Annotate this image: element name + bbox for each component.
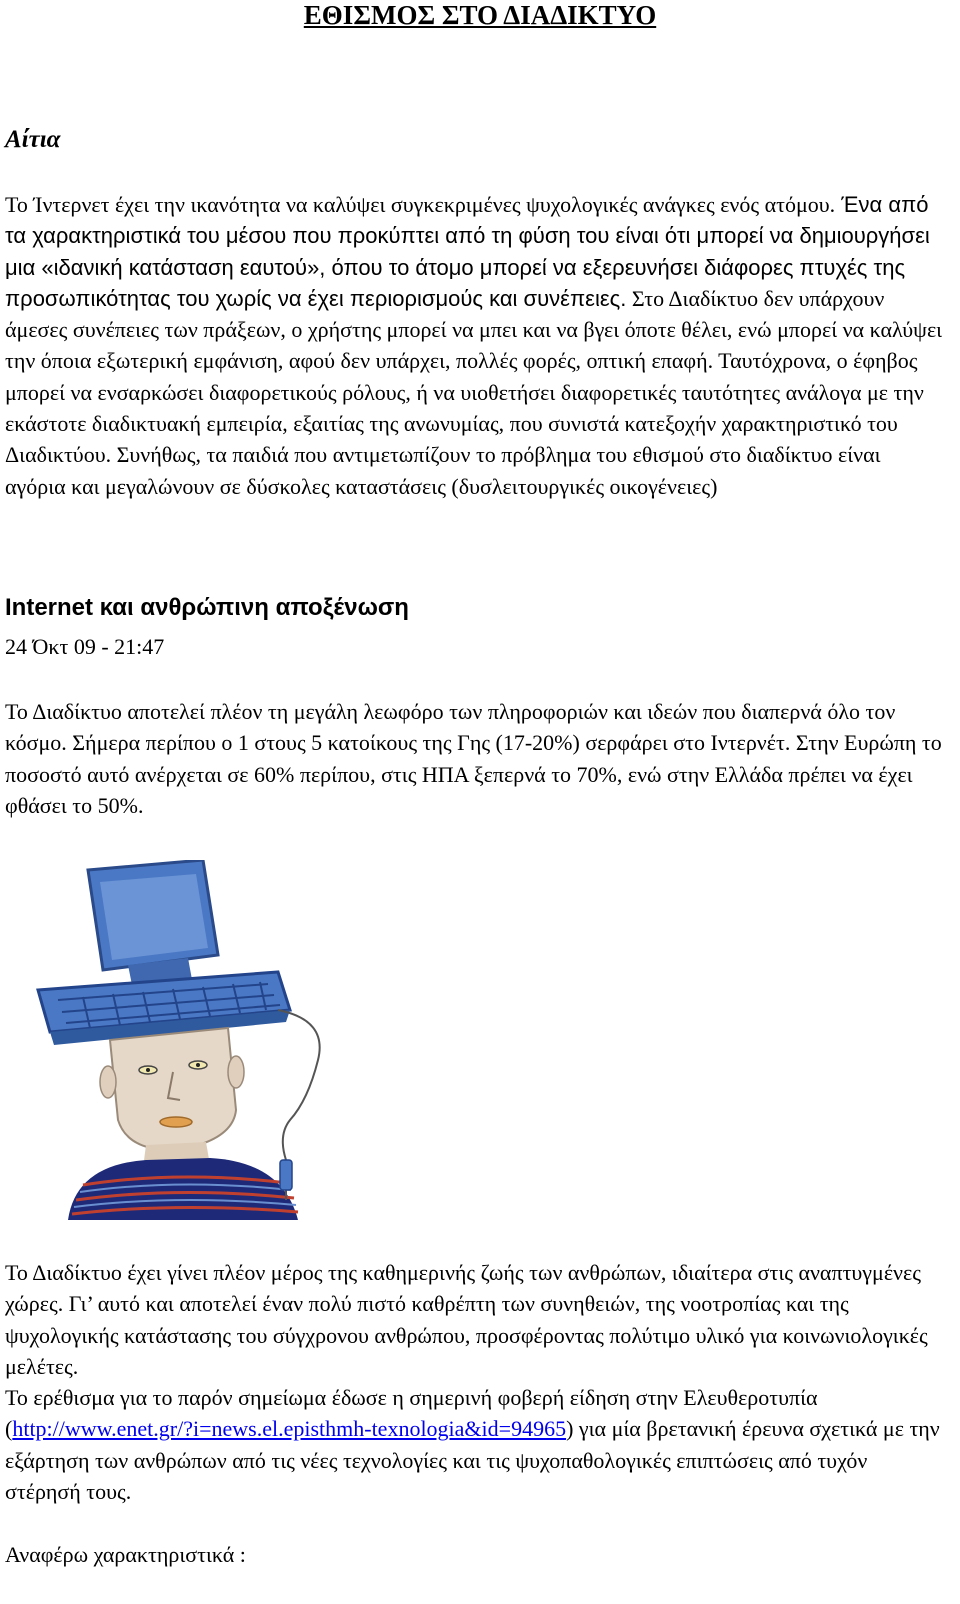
face	[110, 1028, 236, 1150]
causes-paragraph-middle: Στο Διαδίκτυο δεν υπάρχουν άμεσες συνέπειες των πράξεων, ο χρήστης μπορεί να μπει και να βγει όποτε θέλει, ενώ μπορεί να καλύψει την όποια εξωτερική εμφάνιση, αφού δεν υπάρχει, πολλές φορές, οπτική επαφή.	[5, 285, 943, 374]
causes-paragraph	[5, 189, 945, 502]
causes-paragraph-sans-segment: Ένα από τα χαρακτηριστικά του μέσου που προκύπτει από τη φύση του είναι ότι μπορεί να δημιουργήσει μια «ιδανική κατάσταση εαυτού», όπου το άτομο μπορεί να εξερευνήσει διάφορες πτυχές της προσωπικότητας του χωρίς να έχει περιορισμούς και συνέπειες.	[5, 192, 930, 311]
article-paragraph-2	[5, 1257, 945, 1507]
page-title: ΕΘΙΣΜΟΣ ΣΤΟ ΔΙΑΔΙΚΤΥΟ	[303, 0, 657, 30]
article-paragraph-3-start: Το ερέθισμα για το παρόν σημείωμα έδωσε η σημερινή φοβερή είδηση στην Ελευθεροτυπία (	[5, 1385, 818, 1442]
left-ear	[100, 1066, 116, 1098]
article-paragraph-1: Το Διαδίκτυο αποτελεί πλέον τη μεγάλη λεωφόρο των πληροφοριών και ιδεών που διαπερνά όλο τον κόσμο. Σήμερα περίπου ο 1 στους 5 κατοίκους της Γης (17-20%) σερφάρει στο Ιντερνέτ. Στην Ευρώπη το ποσοστό αυτό ανέρχεται σε 60% περίπου, στις ΗΠΑ ξεπερνά το 70%, ενώ στην Ελλάδα πρέπει να έχει φθάσει το 50%.	[5, 699, 942, 818]
cable-plug	[280, 1160, 292, 1190]
article-paragraph-2-text: Το Διαδίκτυο έχει γίνει πλέον μέρος της καθημερινής ζωής των ανθρώπων, ιδιαίτερα στις αναπτυγμένες χώρες. Γι’ αυτό και αποτελεί έναν πολύ πιστό καθρέπτη των συνηθειών, της νοοτροπίας και της ψυχολογικής κατάστασης του σύγχρονου ανθρώπου, προσφέροντας πολύτιμο υλικό για κοινωνιολογικές μελέτες.	[5, 1260, 928, 1379]
enet-article-link[interactable]: http://www.enet.gr/?i=news.el.episthmh-texnologia&id=94965	[12, 1416, 567, 1442]
causes-paragraph-first-sentence: Το Ίντερνετ έχει την ικανότητα να καλύψει συγκεκριμένες ψυχολογικές ανάγκες ενός ατόμου.	[5, 192, 836, 217]
causes-paragraph-end: Ταυτόχρονα, ο έφηβος μπορεί να ενσαρκώσει διαφορετικούς ρόλους, ή να υιοθετήσει διαφορετικές ταυτότητες ανάλογα με την εκάστοτε διαδικτυακή εμπειρία, εξαιτίας της ανωνυμίας, που συνιστά κατεξοχήν χαρακτηριστικό του Διαδικτύου. Συνήθως, τα παιδιά που αντιμετωπίζουν το πρόβλημα του εθισμού στο διαδίκτυο είναι αγόρια και μεγαλώνουν σε δύσκολες καταστάσεις (δυσλειτουργικές οικογένειες)	[5, 348, 924, 499]
article-heading: Internet και ανθρώπινη αποξένωση	[5, 594, 409, 621]
monitor-screen-inner	[100, 874, 208, 960]
right-ear	[228, 1056, 244, 1088]
article-date: 24 Όκτ 09 - 21:47	[5, 634, 165, 659]
mouth	[160, 1117, 192, 1127]
section-heading-causes: Αίτια	[5, 126, 61, 153]
computer-head-illustration	[28, 860, 358, 1220]
closing-line: Αναφέρω χαρακτηριστικά :	[5, 1542, 246, 1567]
article-paragraph-3-end: ) για μία βρετανική έρευνα σχετικά με την εξάρτηση των ανθρώπων από τις νέες τεχνολογίες και τις ψυχοπαθολογικές επιπτώσεις από τυχόν στέρησή τους.	[5, 1416, 940, 1505]
